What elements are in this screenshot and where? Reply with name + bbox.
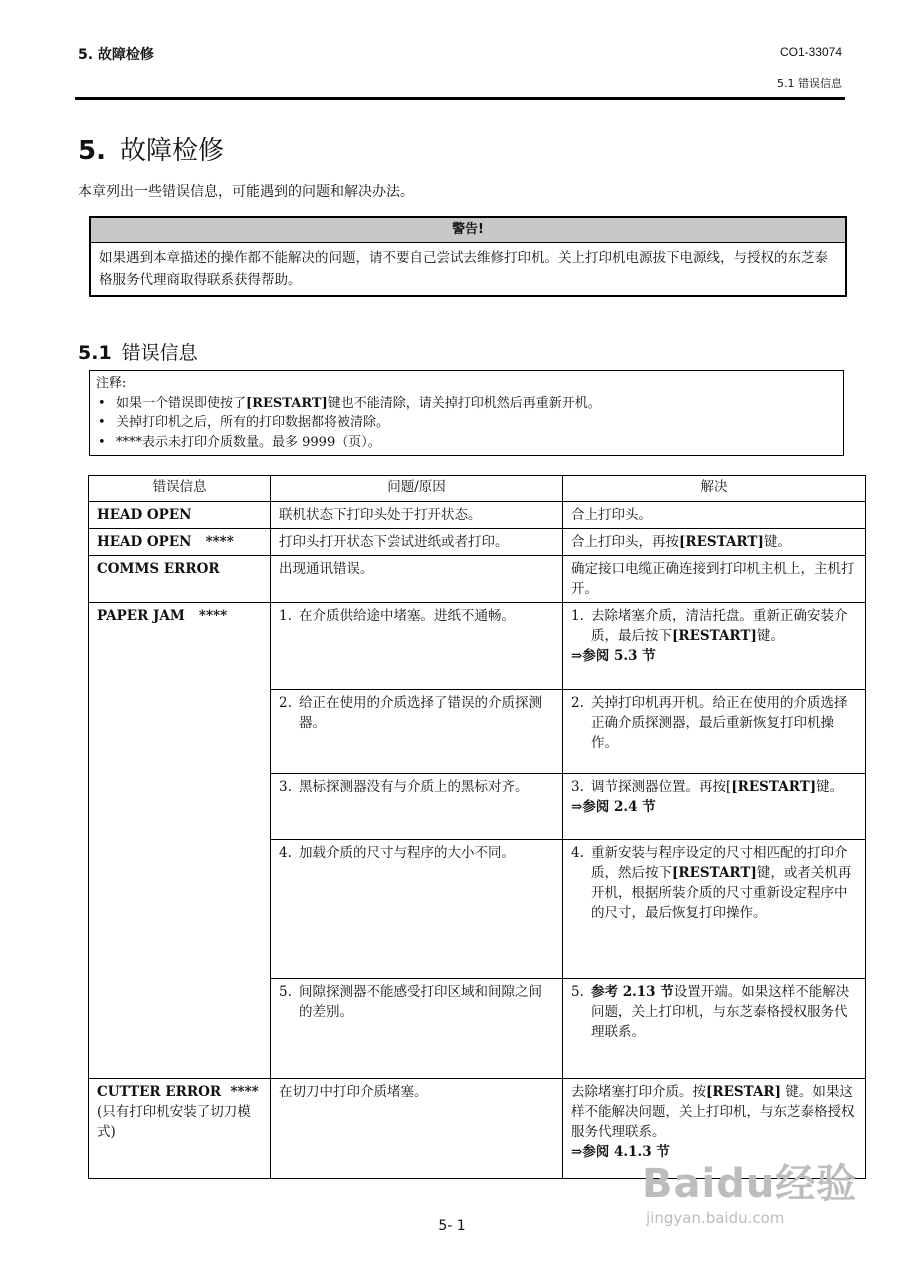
error-cause: 1. 在介质供给途中堵塞。进纸不通畅。 [271, 603, 563, 690]
error-solution: 4. 重新安装与程序设定的尺寸相匹配的打印介质，然后按下[RESTART]键，或者关机再开机，根据所装介质的尺寸重新设定程序中的尺寸，最后恢复打印操作。 [563, 840, 866, 979]
note-label: 注释: [96, 376, 127, 391]
watermark-url: jingyan.baidu.com [646, 1209, 785, 1227]
warning-body: 如果遇到本章描述的操作都不能解决的问题，请不要自己尝试去维修打印机。关上打印机电源拔下电源线，与授权的东芝泰格服务代理商取得联系获得帮助。 [99, 250, 828, 288]
reference-link: ⇒参阅 2.4 节 [571, 799, 656, 815]
table-row [89, 502, 866, 529]
header-rule [75, 97, 845, 100]
header-chapter: 5. 故障检修 [78, 47, 154, 63]
note-item: • 如果一个错误即使按了[RESTART]键也不能清除，请关掉打印机然后再重新开机。 [96, 394, 837, 414]
error-code: CUTTER ERROR **** (只有打印机安装了切刀模式) [89, 1079, 271, 1179]
error-code: COMMS ERROR [89, 556, 271, 603]
column-header-solution: 解决 [563, 476, 866, 502]
note-list [96, 394, 837, 453]
table-row [89, 529, 866, 556]
chapter-title-text: 故障检修 [119, 136, 224, 166]
chapter-title [78, 130, 224, 167]
warning-title: 警告! [91, 218, 845, 243]
error-cause: 5. 间隙探测器不能感受打印区域和间隙之间的差别。 [271, 979, 563, 1079]
error-code-note: (只有打印机安装了切刀模式) [97, 1104, 251, 1140]
warning-box [89, 216, 847, 297]
section-title [78, 338, 198, 365]
header-section: 5.1 错误信息 [777, 77, 842, 90]
error-solution: 5. 参考 2.13 节设置开端。如果这样不能解决问题，关上打印机，与东芝泰格授权服务代理联系。 [563, 979, 866, 1079]
note-item: • 关掉打印机之后，所有的打印数据都将被清除。 [96, 413, 837, 433]
error-cause: 打印头打开状态下尝试进纸或者打印。 [271, 529, 563, 556]
error-solution: 3. 调节探测器位置。再按[[RESTART]键。 ⇒参阅 2.4 节 [563, 774, 866, 840]
watermark-logo: Baidu经验 [642, 1161, 858, 1207]
section-number: 5.1 [78, 342, 112, 364]
error-solution: 2. 关掉打印机再开机。给正在使用的介质选择正确介质探测器，最后重新恢复打印机操作。 [563, 690, 866, 774]
error-solution: 1. 去除堵塞介质，清洁托盘。重新正确安装介质，最后按下[RESTART]键。 ⇒参阅 5.3 节 [563, 603, 866, 690]
error-cause: 联机状态下打印头处于打开状态。 [271, 502, 563, 529]
column-header-error: 错误信息 [89, 476, 271, 502]
page-number: 5- 1 [438, 1218, 466, 1234]
bullet-icon: • [98, 415, 106, 430]
table-row [89, 603, 866, 690]
reference-link: ⇒参阅 5.3 节 [571, 648, 656, 664]
table-header-row [89, 476, 866, 502]
section-title-text: 错误信息 [121, 342, 198, 364]
table-row [89, 556, 866, 603]
note-box [89, 370, 844, 456]
note-item: • ****表示未打印介质数量。最多 9999（页）。 [96, 433, 837, 453]
error-cause: 4. 加载介质的尺寸与程序的大小不同。 [271, 840, 563, 979]
error-solution: 去除堵塞打印介质。按[RESTAR] 键。如果这样不能解决问题，关上打印机，与东芝泰格授权服务代理联系。 ⇒参阅 4.1.3 节 [563, 1079, 866, 1179]
column-header-cause: 问题/原因 [271, 476, 563, 502]
error-solution: 合上打印头。 [563, 502, 866, 529]
error-solution: 合上打印头，再按[RESTART]键。 [563, 529, 866, 556]
error-solution: 确定接口电缆正确连接到打印机主机上，主机打开。 [563, 556, 866, 603]
error-cause: 3. 黑标探测器没有与介质上的黑标对齐。 [271, 774, 563, 840]
error-table [88, 475, 866, 1179]
chapter-number: 5. [78, 136, 106, 166]
bullet-icon: • [98, 434, 106, 450]
reference-link: ⇒参阅 4.1.3 节 [571, 1144, 670, 1160]
error-code: PAPER JAM **** [89, 603, 271, 1079]
bullet-icon: • [98, 395, 106, 411]
watermark [642, 1152, 857, 1227]
header-doc-code: CO1-33074 [779, 45, 842, 59]
error-cause: 2. 给正在使用的介质选择了错误的介质探测器。 [271, 690, 563, 774]
error-code: HEAD OPEN **** [89, 529, 271, 556]
error-cause: 在切刀中打印介质堵塞。 [271, 1079, 563, 1179]
error-code: HEAD OPEN [89, 502, 271, 529]
intro-text: 本章列出一些错误信息，可能遇到的问题和解决办法。 [78, 184, 414, 200]
error-cause: 出现通讯错误。 [271, 556, 563, 603]
